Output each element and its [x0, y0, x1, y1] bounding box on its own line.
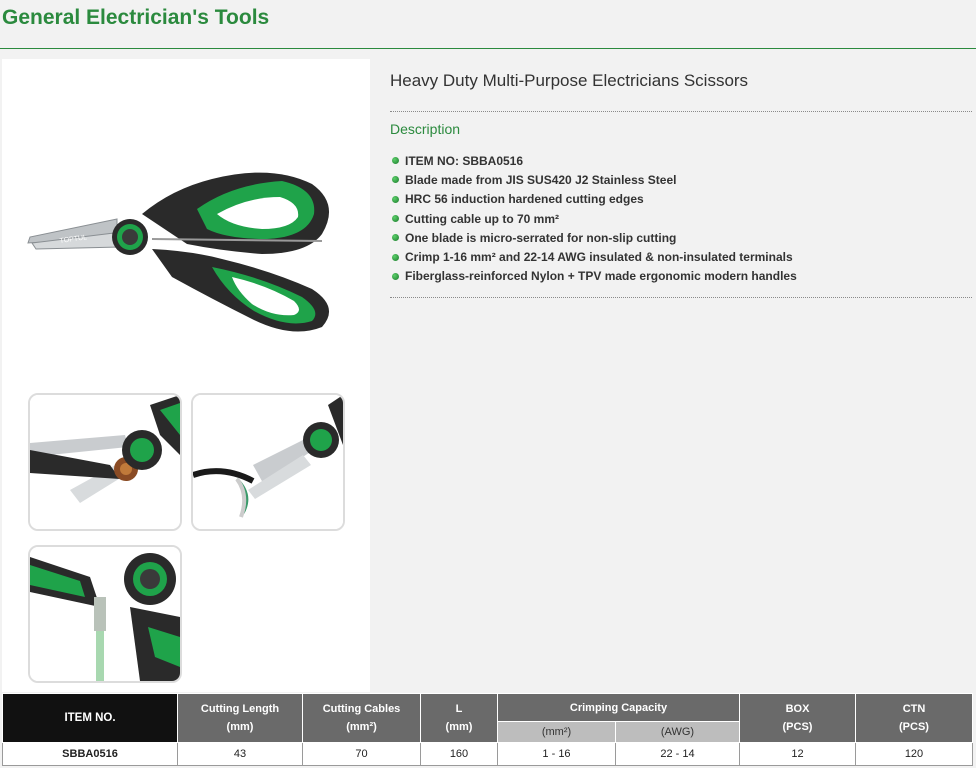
thumbnail-cutting-cable[interactable]	[28, 393, 182, 531]
cell-cutting-cables: 70	[303, 743, 421, 766]
bullet-icon	[392, 254, 399, 261]
cell-box: 12	[740, 743, 856, 766]
thumbnail-crimping[interactable]	[28, 545, 182, 683]
cell-cutting-length: 43	[178, 743, 303, 766]
header-cutting-cables: Cutting Cables (mm²)	[303, 694, 421, 743]
list-item: Crimp 1-16 mm² and 22-14 AWG insulated & non-insulated terminals	[390, 247, 797, 266]
table-row	[3, 743, 973, 766]
cell-crimp-mm: 1 - 16	[498, 743, 616, 766]
list-item: Fiberglass-reinforced Nylon + TPV made ergonomic modern handles	[390, 267, 797, 286]
brand-mark: TOPTUL	[59, 234, 88, 245]
product-title: Heavy Duty Multi-Purpose Electricians Scissors	[390, 71, 749, 90]
title-divider	[0, 48, 976, 49]
cell-item-no: SBBA0516	[3, 743, 178, 766]
bullet-icon	[392, 215, 399, 222]
header-crimp-mm: (mm²)	[498, 722, 616, 743]
bullet-icon	[392, 273, 399, 280]
bullet-icon	[392, 196, 399, 203]
description-heading: Description	[390, 121, 461, 137]
description-dotted-divider	[390, 297, 972, 298]
title-dotted-divider	[390, 111, 972, 112]
cell-ctn: 120	[856, 743, 973, 766]
bullet-icon	[392, 157, 399, 164]
list-item: HRC 56 induction hardened cutting edges	[390, 190, 797, 209]
list-item: Blade made from JIS SUS420 J2 Stainless Steel	[390, 170, 797, 189]
product-main-image[interactable]	[22, 159, 342, 334]
cell-crimp-awg: 22 - 14	[616, 743, 740, 766]
header-cutting-length: Cutting Length (mm)	[178, 694, 303, 743]
page-title: General Electrician's Tools	[2, 6, 270, 29]
spec-table	[2, 693, 973, 766]
header-box: BOX (PCS)	[740, 694, 856, 743]
cell-length: 160	[421, 743, 498, 766]
thumbnail-stripping-wire[interactable]	[191, 393, 345, 531]
feature-list	[390, 151, 797, 286]
header-crimping-capacity: Crimping Capacity	[498, 694, 740, 722]
bullet-icon	[392, 176, 399, 183]
list-item: One blade is micro-serrated for non-slip cutting	[390, 228, 797, 247]
header-ctn: CTN (PCS)	[856, 694, 973, 743]
header-item-no: ITEM NO.	[3, 694, 178, 743]
header-crimp-awg: (AWG)	[616, 722, 740, 743]
list-item: ITEM NO: SBBA0516	[390, 151, 797, 170]
product-image-panel	[2, 59, 370, 692]
bullet-icon	[392, 234, 399, 241]
header-length: L (mm)	[421, 694, 498, 743]
list-item: Cutting cable up to 70 mm²	[390, 209, 797, 228]
